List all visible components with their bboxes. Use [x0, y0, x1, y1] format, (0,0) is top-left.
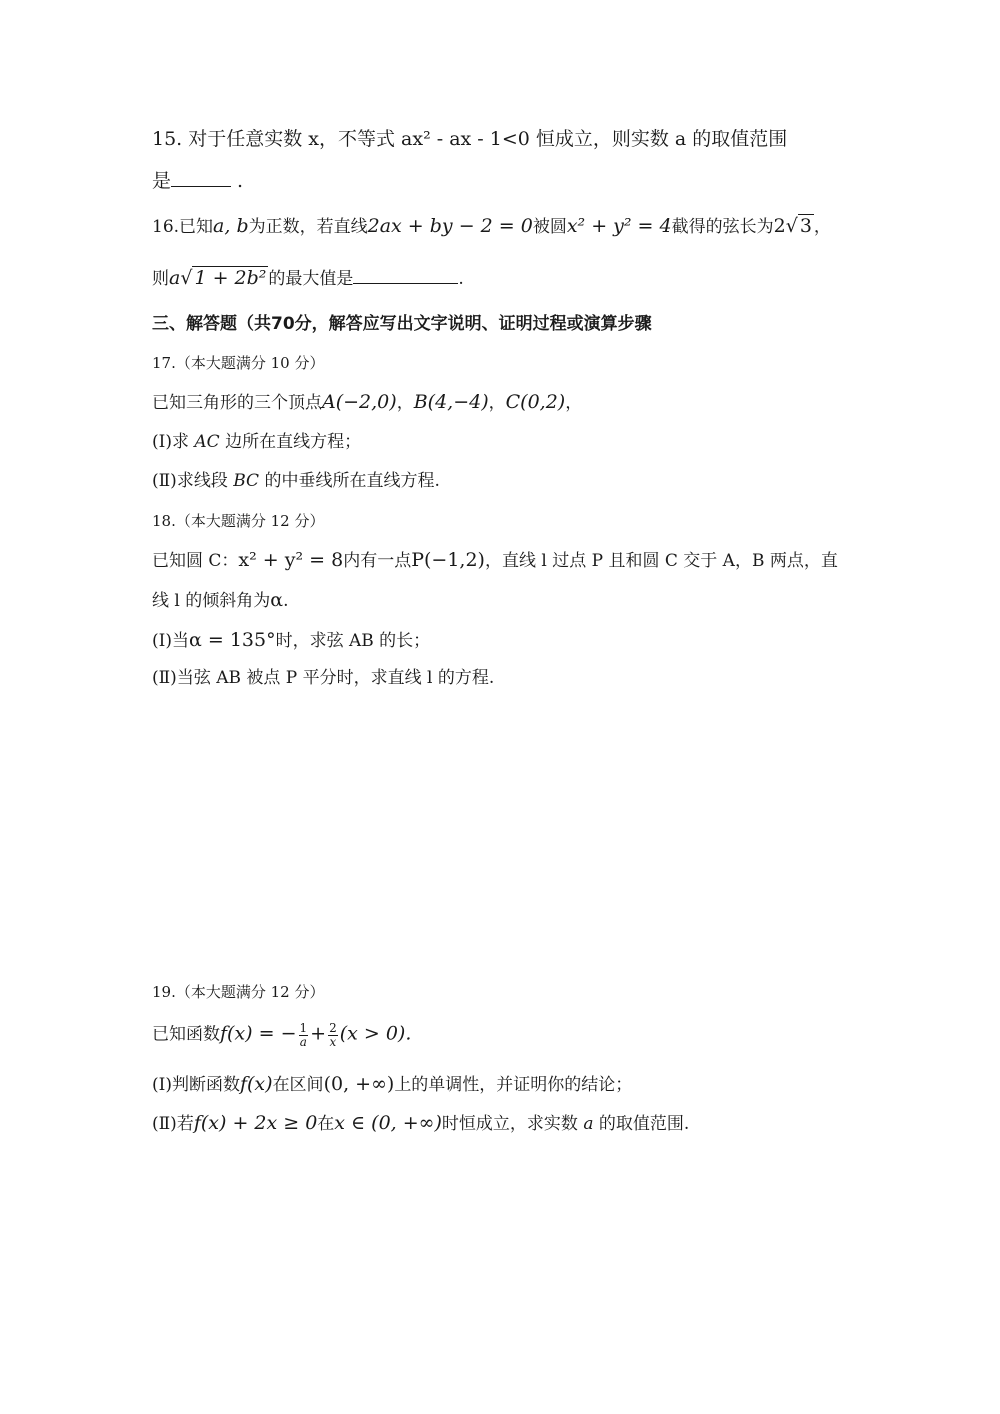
- q16-p5: ，: [813, 217, 831, 237]
- q18-part1-label: (Ⅰ): [152, 631, 172, 651]
- q16-chord-sqrt: √ 3: [785, 215, 812, 237]
- q18-l2-end: .: [283, 591, 289, 611]
- q19-fx: f(x) = −: [220, 1022, 297, 1045]
- q16-l2-p1: 则: [152, 269, 169, 289]
- q19-header: [152, 983, 324, 1001]
- q19-frac1-num: 1: [299, 1021, 308, 1035]
- q16-p3: 被圆: [532, 217, 567, 237]
- q19-fraction-2: [328, 1022, 338, 1048]
- q16-p4: 截得的弦长为: [671, 217, 774, 237]
- q15-prefix: 是: [152, 170, 172, 192]
- q17-sep2: ，: [488, 393, 506, 413]
- q16-circle-equation: x² + y² = 4: [566, 215, 672, 237]
- q17-header-text: 17.（本大题满分 10 分）: [152, 354, 325, 372]
- q16-p1: 16.已知: [152, 217, 214, 237]
- q18-part1-post: 时，求弦 AB 的长；: [275, 631, 431, 651]
- q17-part1-label: (Ⅰ): [152, 432, 172, 452]
- q18-part2: [152, 668, 494, 688]
- q18-l1-p2: 内有一点: [343, 551, 412, 571]
- q18-l2-p1: 线 l 的倾斜角为: [152, 591, 271, 611]
- q18-circle-equation: x² + y² = 8: [238, 549, 344, 571]
- q19-part1-pre: 判断函数: [171, 1075, 240, 1095]
- q18-line2: [152, 589, 289, 612]
- q19-stem: [152, 1022, 411, 1048]
- q17-sep1: ，: [396, 393, 414, 413]
- q18-point-p: P(−1,2): [411, 549, 485, 571]
- q19-fraction-1: [299, 1022, 309, 1048]
- q19-part2: [152, 1112, 689, 1135]
- q17-part2-pre: 求线段: [176, 471, 234, 491]
- q19-part1-label: (Ⅰ): [152, 1075, 172, 1095]
- q15-text: 15. 对于任意实数 x，不等式 ax² - ax - 1<0 恒成立，则实数 a 的取值范围: [152, 128, 788, 150]
- q19-part1-f: f(x): [239, 1073, 273, 1095]
- q18-line1: [152, 549, 838, 572]
- q19-part2-inequality: f(x) + 2x ≥ 0: [193, 1112, 318, 1134]
- section3-title-text: 三、解答题（共70分，解答应写出文字说明、证明过程或演算步骤: [152, 314, 652, 334]
- q17-point-c: C(0,2): [505, 391, 566, 413]
- q16-line1: [152, 214, 831, 238]
- q19-part2-set: x ∈ (0, +∞): [334, 1112, 442, 1134]
- q19-stem-prefix: 已知函数: [152, 1024, 220, 1045]
- q18-l1-p1: 已知圆 C：: [152, 551, 239, 571]
- q18-part1-pre: 当: [171, 631, 189, 651]
- q18-l1-p3: ，直线 l 过点 P 且和圆 C 交于 A，B 两点，直: [484, 551, 838, 571]
- q16-chord-coef: 2: [773, 215, 786, 237]
- q19-part2-mid: 在: [317, 1114, 335, 1134]
- q18-part2-text: 当弦 AB 被点 P 平分时，求直线 l 的方程.: [176, 668, 495, 688]
- q19-part2-pre: 若: [176, 1114, 194, 1134]
- q16-expr-sqrt: √ 1 + 2b²: [180, 267, 267, 289]
- q17-stem-prefix: 已知三角形的三个顶点: [152, 393, 322, 413]
- q15-answer-blank: [171, 172, 231, 187]
- q17-part2-post: 的中垂线所在直线方程.: [259, 471, 440, 491]
- q19-part1: [152, 1073, 632, 1096]
- q16-answer-blank: [353, 269, 458, 284]
- q19-domain: (x > 0).: [339, 1022, 412, 1045]
- q16-l2-end: .: [458, 269, 464, 289]
- q19-frac2-num: 2: [329, 1021, 337, 1035]
- q17-part2-label: (Ⅱ): [152, 471, 177, 491]
- q17-header: [152, 354, 324, 372]
- q16-chord-radicand: 3: [799, 215, 812, 237]
- q18-part1-equation: α = 135°: [188, 629, 276, 651]
- q15-line2: [152, 170, 243, 193]
- q19-part2-var: a: [583, 1114, 594, 1134]
- q17-stem: [152, 391, 582, 414]
- q18-part1: [152, 629, 430, 652]
- q17-part2: [152, 471, 440, 491]
- q15-suffix: .: [231, 170, 244, 192]
- q19-part1-post: 上的单调性，并证明你的结论；: [394, 1075, 633, 1095]
- q16-expr-radicand: 1 + 2b²: [194, 267, 267, 289]
- q15-line1: [152, 128, 787, 151]
- q19-frac1-den: a: [299, 1034, 307, 1049]
- q17-point-a: A(−2,0): [322, 391, 397, 413]
- q16-line-equation: 2ax + by − 2 = 0: [367, 215, 533, 237]
- q17-part1-pre: 求: [171, 432, 195, 452]
- q19-plus: +: [310, 1022, 327, 1045]
- q19-header-text: 19.（本大题满分 12 分）: [152, 983, 325, 1001]
- q17-part1-var: AC: [194, 432, 220, 452]
- q16-expr-a: a: [169, 267, 181, 289]
- q17-part1-post: 边所在直线方程；: [219, 432, 362, 452]
- q16-ab: a, b: [213, 215, 249, 237]
- q17-point-b: B(4,−4): [413, 391, 489, 413]
- q18-part2-label: (Ⅱ): [152, 668, 177, 688]
- q17-stem-end: ，: [565, 393, 583, 413]
- q16-l2-p2: 的最大值是: [268, 269, 354, 289]
- q16-p2: 为正数，若直线: [248, 217, 368, 237]
- q19-part2-label: (Ⅱ): [152, 1114, 177, 1134]
- q17-part1: [152, 432, 361, 452]
- q18-header-text: 18.（本大题满分 12 分）: [152, 512, 325, 530]
- q19-frac2-den: x: [329, 1034, 337, 1049]
- q18-header: [152, 512, 324, 530]
- q19-part2-post: 时恒成立，求实数: [441, 1114, 584, 1134]
- q19-part2-end: 的取值范围.: [593, 1114, 690, 1134]
- section3-title: [152, 314, 652, 334]
- q18-alpha: α: [270, 589, 284, 611]
- q19-part1-mid: 在区间: [272, 1075, 324, 1095]
- q16-line2: [152, 266, 464, 290]
- q17-part2-var: BC: [233, 471, 260, 491]
- q19-part1-interval: (0, +∞): [323, 1073, 395, 1095]
